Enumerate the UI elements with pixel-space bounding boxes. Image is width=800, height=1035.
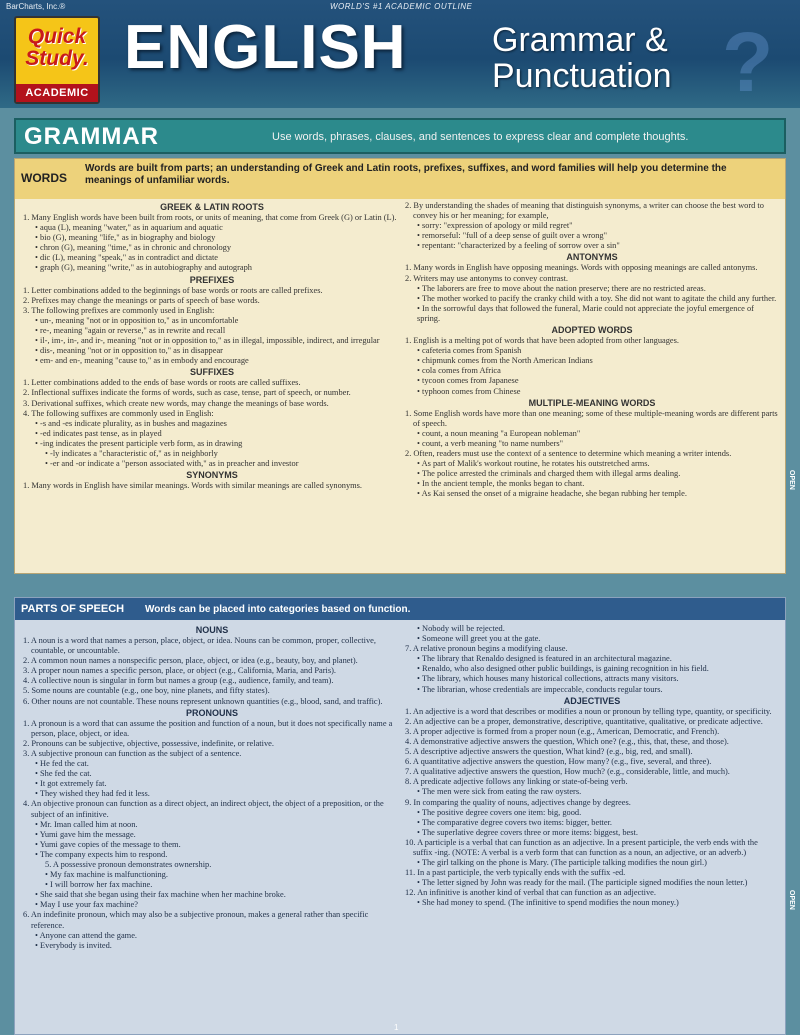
text-line: • The company expects him to respond. (35, 849, 168, 859)
text-line: 1. Letter combinations added to the beginnings of base words or roots are called prefixes. (23, 285, 323, 295)
text-line: • I will borrow her fax machine. (45, 880, 153, 890)
text-line: • bio (G), meaning "life," as in biography and biology (35, 233, 216, 243)
text-line: • un-, meaning "not or in opposition to," as in uncomfortable (35, 315, 239, 325)
publisher-label: BarCharts, Inc.® (6, 2, 66, 11)
text-line: 5. Some nouns are countable (e.g., one boy, nine planets, and fifty states). (23, 686, 270, 696)
text-line: • Everybody is invited. (35, 940, 112, 950)
text-line: • The mother worked to pacify the cranky child with a toy. She did not want to agitate the child any further. (417, 293, 777, 303)
text-line: • dic (L), meaning "speak," as in contradict and dictate (35, 253, 219, 263)
section-heading: GREEK & LATIN ROOTS (160, 202, 264, 212)
parts-of-speech-intro: Words can be placed into categories based on function. (145, 604, 411, 615)
parts-of-speech-label: PARTS OF SPEECH (21, 603, 125, 615)
text-line: • re-, meaning "again or reverse," as in rewrite and recall (35, 325, 226, 335)
text-line: • The superlative degree covers three or more items: biggest, best. (417, 827, 638, 837)
quickstudy-logo (14, 16, 100, 104)
text-line: 1. A pronoun is a word that can assume the position and function of a noun, but it does not specifically name a person, place, object, or idea. (23, 718, 393, 738)
text-line: • Yumi gave him the message. (35, 829, 136, 839)
text-line: • Anyone can attend the game. (35, 930, 137, 940)
text-line: • -er and -or indicate a "person associated with," as in preacher and investor (45, 459, 299, 469)
text-line: 2. An adjective can be a proper, demonstrative, descriptive, quantitative, qualitative, or predicate adjective. (405, 716, 763, 726)
text-line: • il-, im-, in-, and ir-, meaning "not or in opposition to," as in illegal, impossible, indirect, and irregular (35, 336, 380, 346)
text-line: 1. An adjective is a word that describes or modifies a noun or pronoun by telling type, quantity, or specificity. (405, 706, 772, 716)
text-line: 6. Other nouns are not countable. These nouns represent unknown quantities (e.g., blood, sand, and traffic). (23, 696, 383, 706)
text-line: 4. A demonstrative adjective answers the question, Which one? (e.g., this, that, these, and those). (405, 736, 729, 746)
section-heading: MULTIPLE-MEANING WORDS (528, 397, 656, 408)
text-line: 6. A quantitative adjective answers the question, How many? (e.g., five, several, and three). (405, 757, 712, 767)
text-line: 5. A descriptive adjective answers the question, What kind? (e.g., big, red, and small). (405, 747, 693, 757)
text-line: • The library that Renaldo designed is featured in an architectural magazine. (417, 654, 672, 664)
text-line: 2. Pronouns can be subjective, objective, possessive, indefinite, or relative. (23, 738, 274, 748)
text-line: • Mr. Iman called him at noon. (35, 819, 138, 829)
page-number: 1 (394, 1023, 399, 1032)
text-line: • The librarian, whose credentials are impeccable, conducts regular tours. (417, 684, 663, 694)
text-line: • It got extremely fat. (35, 779, 107, 789)
text-line: • typhoon comes from Chinese (417, 386, 521, 396)
text-line: • He fed the cat. (35, 759, 89, 769)
text-line: • My fax machine is malfunctioning. (45, 870, 168, 880)
section-heading: ADJECTIVES (563, 695, 621, 706)
text-line: • They wished they had fed it less. (35, 789, 150, 799)
text-line: • cafeteria comes from Spanish (417, 346, 522, 356)
words-right-column (405, 201, 779, 499)
text-line: • As Kai sensed the onset of a migraine headache, she began rubbing her temple. (417, 489, 687, 499)
text-line: • She fed the cat. (35, 769, 92, 779)
grammar-heading: GRAMMAR (24, 123, 159, 150)
text-line: • -s and -es indicate plurality, as in bushes and magazines (35, 418, 227, 428)
text-line: • sorry: "expression of apology or mild regret" (417, 221, 573, 231)
section-heading: ADOPTED WORDS (551, 325, 633, 336)
section-heading: PRONOUNS (185, 707, 238, 718)
text-line: 7. A qualitative adjective answers the question, How much? (e.g., considerable, little, and much). (405, 767, 730, 777)
text-line: • The positive degree covers one item: big, good. (417, 807, 582, 817)
text-line: • chipmunk comes from the North American Indians (417, 356, 593, 366)
text-line: 7. A relative pronoun begins a modifying clause. (405, 644, 568, 654)
side-tab-open-2[interactable]: OPEN (788, 890, 795, 910)
text-line: 1. English is a melting pot of words that have been adopted from other languages. (405, 336, 679, 346)
text-line: • Someone will greet you at the gate. (417, 634, 541, 644)
text-line: • The library, which houses many historical collections, attracts many visitors. (417, 674, 679, 684)
text-line: • In the sorrowful days that followed the funeral, Marie could not appreciate the joyful emergence of spring. (417, 303, 754, 323)
section-heading: NOUNS (195, 625, 229, 635)
text-line: 4. A collective noun is singular in form but names a group (e.g., audience, family, and team). (23, 676, 334, 686)
text-line: 3. A proper adjective is formed from a proper noun (e.g., American, Democratic, and French). (405, 726, 720, 736)
page-subtitle (492, 22, 672, 94)
question-mark-icon: ? (722, 15, 774, 108)
text-line: 2. A common noun names a nonspecific person, place, object, or idea (e.g., beauty, boy, and planet). (23, 656, 358, 666)
header-banner (0, 0, 800, 108)
tagline: WORLD'S #1 ACADEMIC OUTLINE (330, 2, 473, 11)
text-line: • cola comes from Africa (417, 366, 501, 376)
side-tab-open-1[interactable]: OPEN (788, 470, 795, 490)
text-line: • Renaldo, who also designed other public buildings, is gaining recognition in his field. (417, 664, 709, 674)
words-label: WORDS (21, 171, 67, 185)
text-line: • -ed indicates past tense, as in played (35, 428, 162, 438)
text-line: • Yumi gave copies of the message to them. (35, 839, 181, 849)
text-line: 4. An objective pronoun can function as a direct object, an indirect object, the object of a preposition, or the subject of an infinitive. (23, 799, 384, 819)
logo-line-2: Study. (25, 47, 89, 70)
words-intro: Words are built from parts; an understanding of Greek and Latin roots, prefixes, suffixes, and word families will help you determine the meanings of unfamiliar words. (85, 163, 727, 186)
text-line: 3. A proper noun names a specific person, place, or object (e.g., California, Maria, and Paris). (23, 666, 337, 676)
text-line: • chron (G), meaning "time," as in chronic and chronology (35, 243, 232, 253)
text-line: 5. A possessive pronoun demonstrates ownership. (45, 859, 212, 869)
text-line: • May I use your fax machine? (35, 900, 138, 910)
text-line: • She said that she began using their fax machine when her machine broke. (35, 890, 286, 900)
text-line: 2. Prefixes may change the meanings or parts of speech of base words. (23, 295, 260, 305)
text-line: 1. Many words in English have similar meanings. Words with similar meanings are called synonyms. (23, 481, 363, 491)
text-line: 10. A participle is a verbal that can function as an adjective. In a present participle, the verb ends with the suffix -ing. (NOTE: A verbal is a verb form that can function as a noun, an adjective, or an adverb.) (405, 837, 758, 857)
text-line: 2. Often, readers must use the context of a sentence to determine which meaning a writer intends. (405, 448, 732, 458)
parts-of-speech-header (15, 598, 785, 620)
text-line: • As part of Malik's workout routine, he rotates his outstretched arms. (417, 459, 650, 469)
text-line: • tycoon comes from Japanese (417, 376, 519, 386)
parts-of-speech-panel (14, 597, 786, 1035)
subtitle-line-1: Grammar & (492, 21, 668, 59)
text-line: • count, a verb meaning "to name numbers" (417, 438, 564, 448)
words-left-column (23, 201, 401, 491)
text-line: 9. In comparing the quality of nouns, adjectives change by degrees. (405, 797, 631, 807)
text-line: 2. Inflectional suffixes indicate the forms of words, such as case, tense, part of speech, or number. (23, 388, 351, 398)
text-line: • The girl talking on the phone is Mary. (The participle talking modifies the noun girl.) (417, 858, 707, 868)
text-line: • aqua (L), meaning "water," as in aquarium and aquatic (35, 223, 223, 233)
text-line: • dis-, meaning "not or in opposition to," as in disappear (35, 346, 223, 356)
text-line: • graph (G), meaning "write," as in autobiography and autograph (35, 263, 252, 273)
text-line: • -ly indicates a "characteristic of," as in neighborly (45, 448, 218, 458)
text-line: • The comparative degree covers two items: bigger, better. (417, 817, 612, 827)
text-line: 4. The following suffixes are commonly used in English: (23, 408, 214, 418)
text-line: • In the ancient temple, the monks began to chant. (417, 479, 585, 489)
text-line: • repentant: "characterized by a feeling of sorrow over a sin" (417, 241, 620, 251)
section-heading: ANTONYMS (566, 252, 618, 263)
text-line: • The letter signed by John was ready for the mail. (The participle signed modifies the noun letter.) (417, 878, 748, 888)
text-line: • Nobody will be rejected. (417, 624, 505, 633)
text-line: • remorseful: "full of a deep sense of guilt over a wrong" (417, 231, 608, 241)
text-line: • count, a noun meaning "a European nobleman" (417, 428, 581, 438)
text-line: 3. Derivational suffixes, which create new words, may change the meanings of base words. (23, 398, 329, 408)
page-title: ENGLISH (124, 13, 407, 82)
section-heading: SYNONYMS (186, 470, 238, 481)
text-line: • The laborers are free to move about the nation preserve; there are no restricted areas. (417, 283, 706, 293)
text-line: 6. An indefinite pronoun, which may also be a subjective pronoun, makes a general rather than specific reference. (23, 910, 369, 930)
text-line: 1. A noun is a word that names a person, place, object, or idea. Nouns can be common, proper, collective, countable, or uncountable. (23, 636, 376, 656)
text-line: • -ing indicates the present participle verb form, as in drawing (35, 438, 243, 448)
text-line: • The men were sick from eating the raw oysters. (417, 787, 582, 797)
grammar-description: Use words, phrases, clauses, and sentences to express clear and complete thoughts. (272, 131, 689, 143)
text-line: 3. The following prefixes are commonly used in English: (23, 305, 215, 315)
section-heading: PREFIXES (189, 274, 235, 285)
text-line: 3. A subjective pronoun can function as the subject of a sentence. (23, 748, 242, 758)
logo-line-3: ACADEMIC (16, 84, 98, 102)
grammar-section-bar (14, 118, 786, 154)
text-line: 2. Writers may use antonyms to convey contrast. (405, 273, 569, 283)
text-line: 12. An infinitive is another kind of verbal that can function as an adjective. (405, 888, 656, 898)
words-header (15, 159, 785, 199)
text-line: • She had money to spend. (The infinitive to spend modifies the noun money.) (417, 898, 679, 908)
text-line: 2. By understanding the shades of meaning that distinguish synonyms, a writer can choose the best word to convey his or her meaning; for example, (405, 201, 764, 221)
pos-left-column (23, 624, 401, 951)
subtitle-line-2: Punctuation (492, 57, 672, 95)
text-line: 1. Letter combinations added to the ends of base words or roots are called suffixes. (23, 378, 301, 388)
text-line: 1. Some English words have more than one meaning; some of these multiple-meaning words are different parts of speech. (405, 408, 778, 428)
words-panel (14, 158, 786, 574)
pos-right-column (405, 624, 779, 909)
text-line: 1. Many English words have been built from roots, or units of meaning, that come from Greek (G) or Latin (L). (23, 213, 397, 222)
text-line: 8. A predicate adjective follows any linking or state-of-being verb. (405, 777, 628, 787)
text-line: • The police arrested the criminals and charged them with illegal arms dealing. (417, 469, 681, 479)
section-heading: SUFFIXES (189, 367, 234, 378)
text-line: • em- and en-, meaning "cause to," as in embody and encourage (35, 356, 249, 366)
text-line: 1. Many words in English have opposing meanings. Words with opposing meanings are called antonyms. (405, 263, 758, 273)
logo-line-1: Quick (27, 25, 87, 48)
text-line: 11. In a past participle, the verb typically ends with the suffix -ed. (405, 868, 626, 878)
